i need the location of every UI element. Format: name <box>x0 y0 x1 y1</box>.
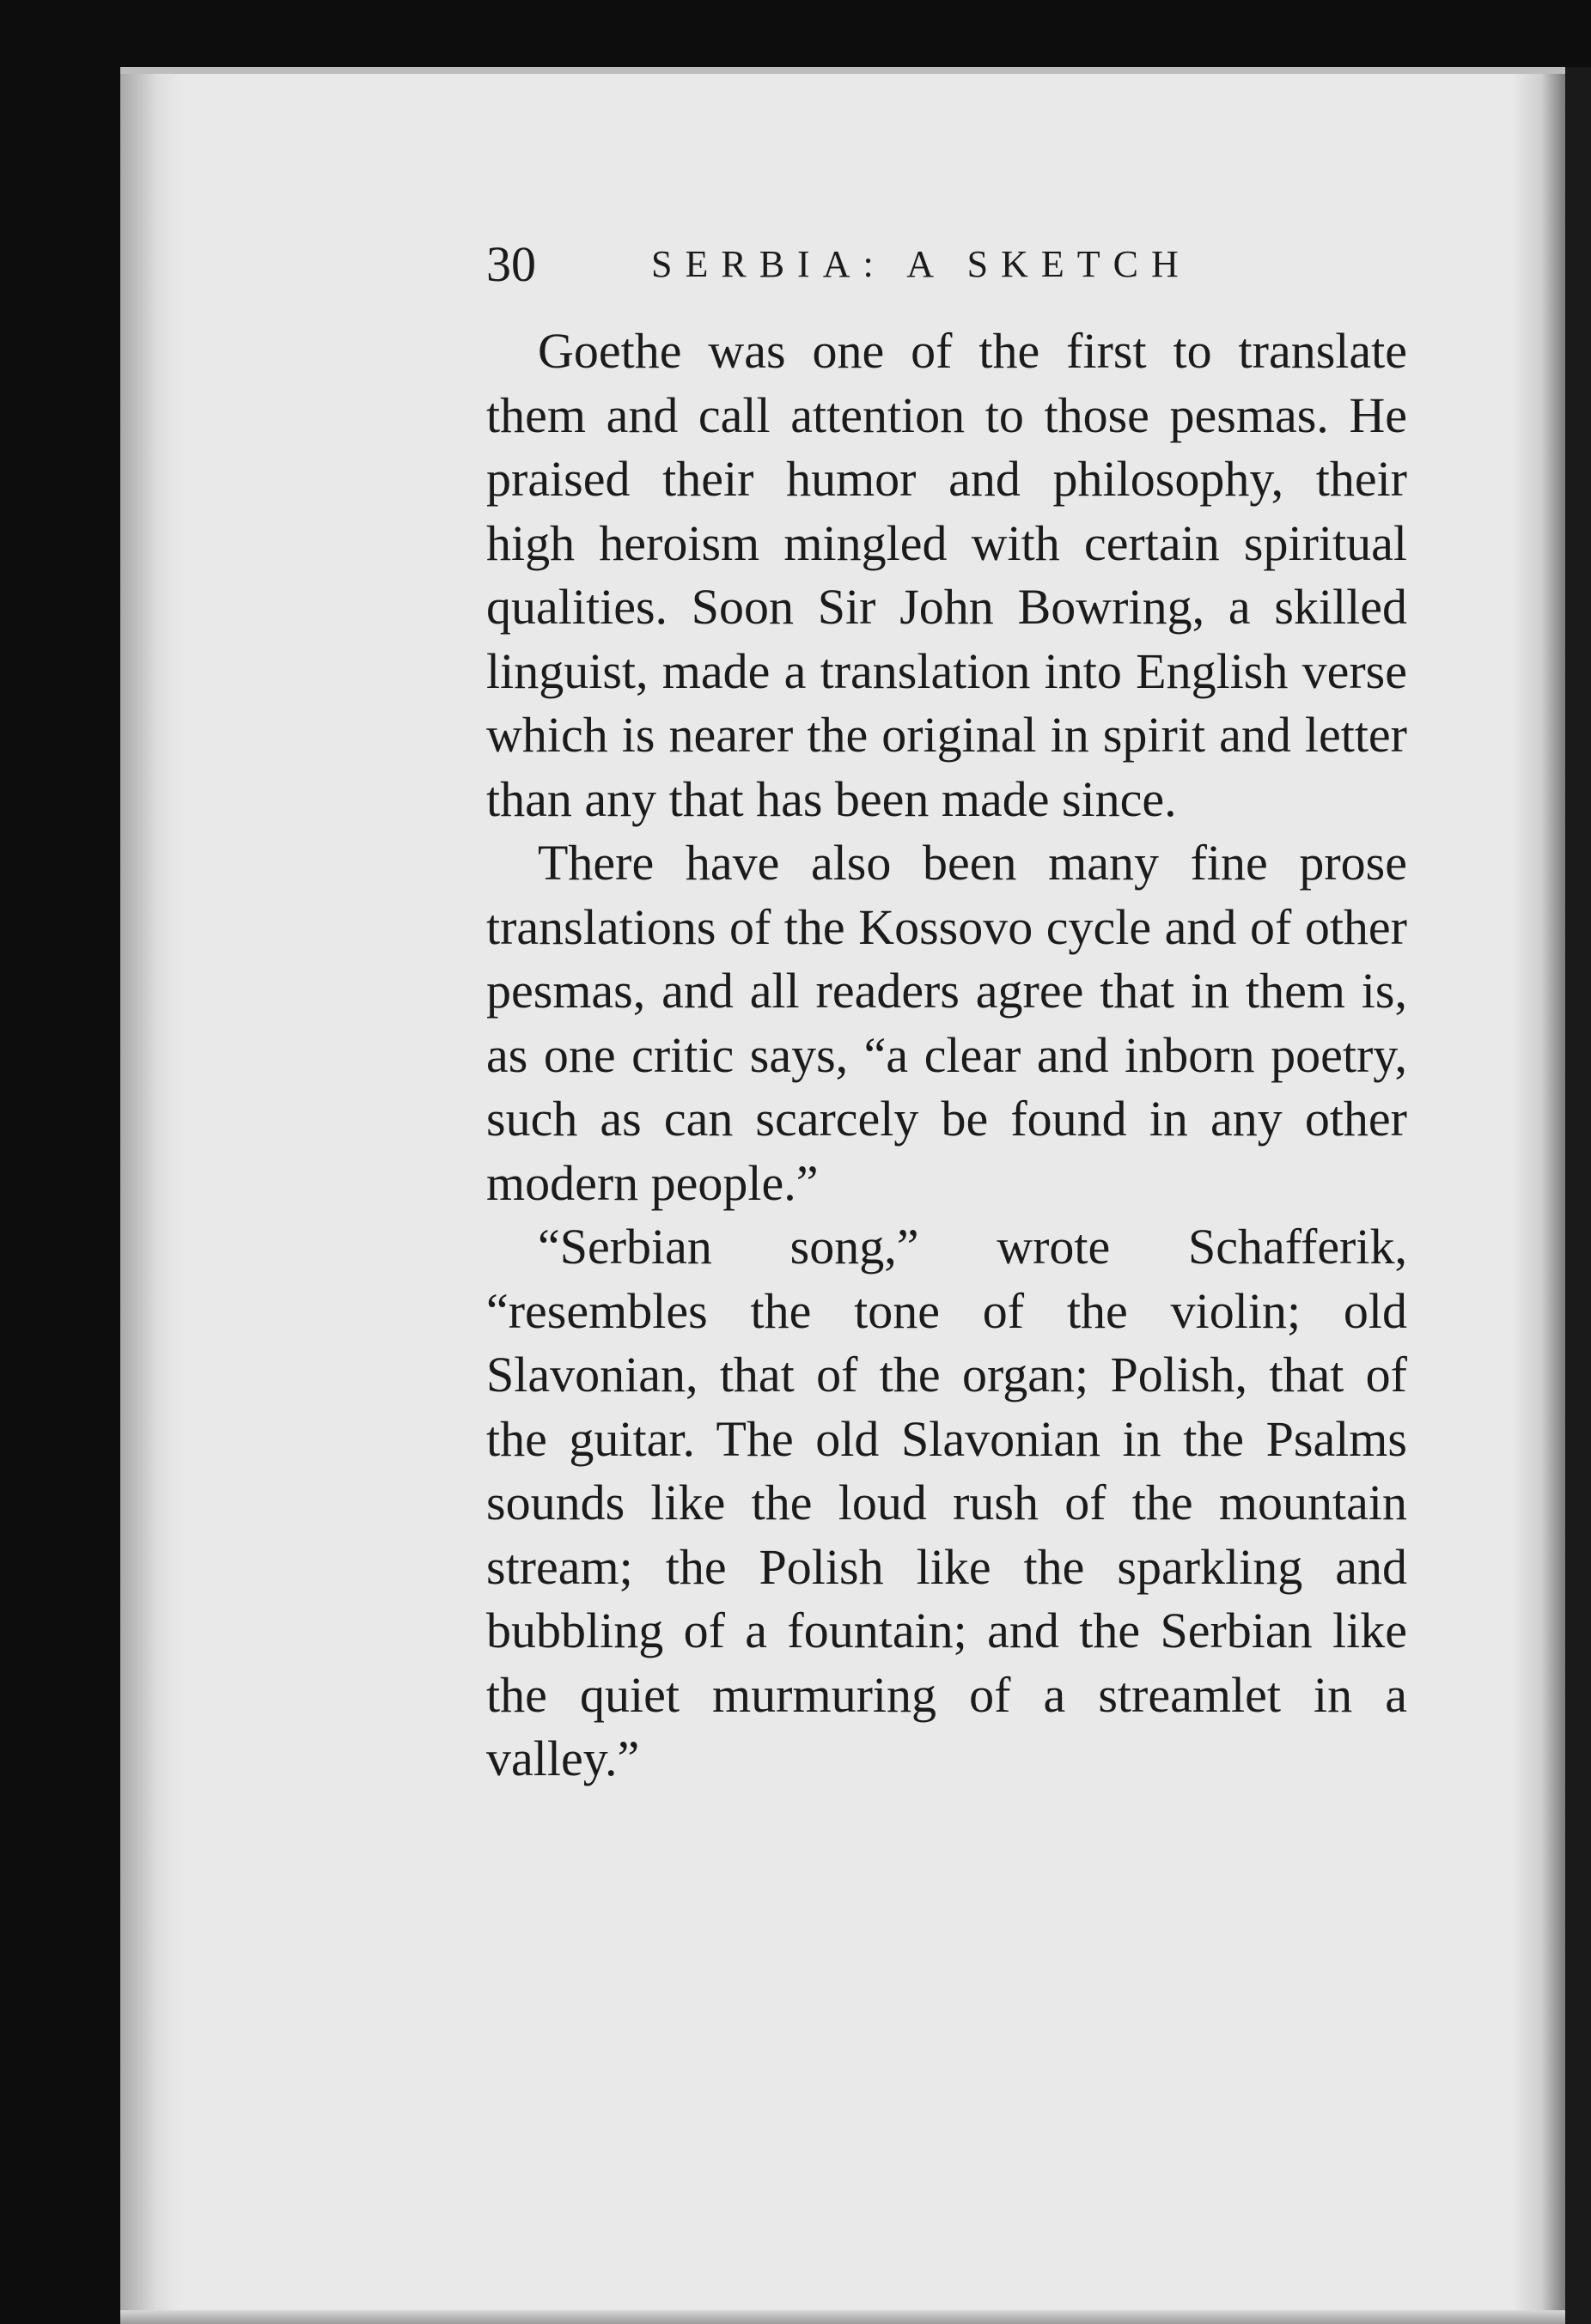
page-number: 30 <box>486 236 536 292</box>
paragraph: “Serbian song,” wrote Schafferik, “resembles the tone of the violin; old Slavonian, that of the organ; Polish, that of the guitar. The old Slavonian in the Psalms sounds like the loud rush of the mountain stream; the Polish like the sparkling and bubbling of a fountain; and the Serbian like the quiet murmuring of a streamlet in a valley.” <box>486 1219 1407 1786</box>
page-edge-shadow <box>1512 67 1565 2322</box>
running-header <box>486 230 1431 299</box>
page-gutter-shadow <box>120 67 180 2322</box>
paragraph: There have also been many fine prose translations of the Kossovo cycle and of other pesmas, and all readers agree that in them is, as one critic says, “a clear and inborn poetry, such as can scarcely be found in any other modern people.” <box>486 835 1407 1211</box>
running-title: SERBIA: A SKETCH <box>651 243 1192 285</box>
page-top-edge <box>120 67 1565 74</box>
page-right-border <box>1565 67 1591 2324</box>
page-bottom-edge <box>120 2310 1565 2324</box>
paragraph: Goethe was one of the first to translate them and call attention to those pesmas. He praised their humor and philosophy, their high heroism mingled with certain spiritual qualities. Soon Sir John Bowring, a skilled linguist, made a translation into English verse which is nearer the original in spirit and letter than any that has been made since. <box>486 323 1407 827</box>
body-text <box>486 319 1407 1792</box>
